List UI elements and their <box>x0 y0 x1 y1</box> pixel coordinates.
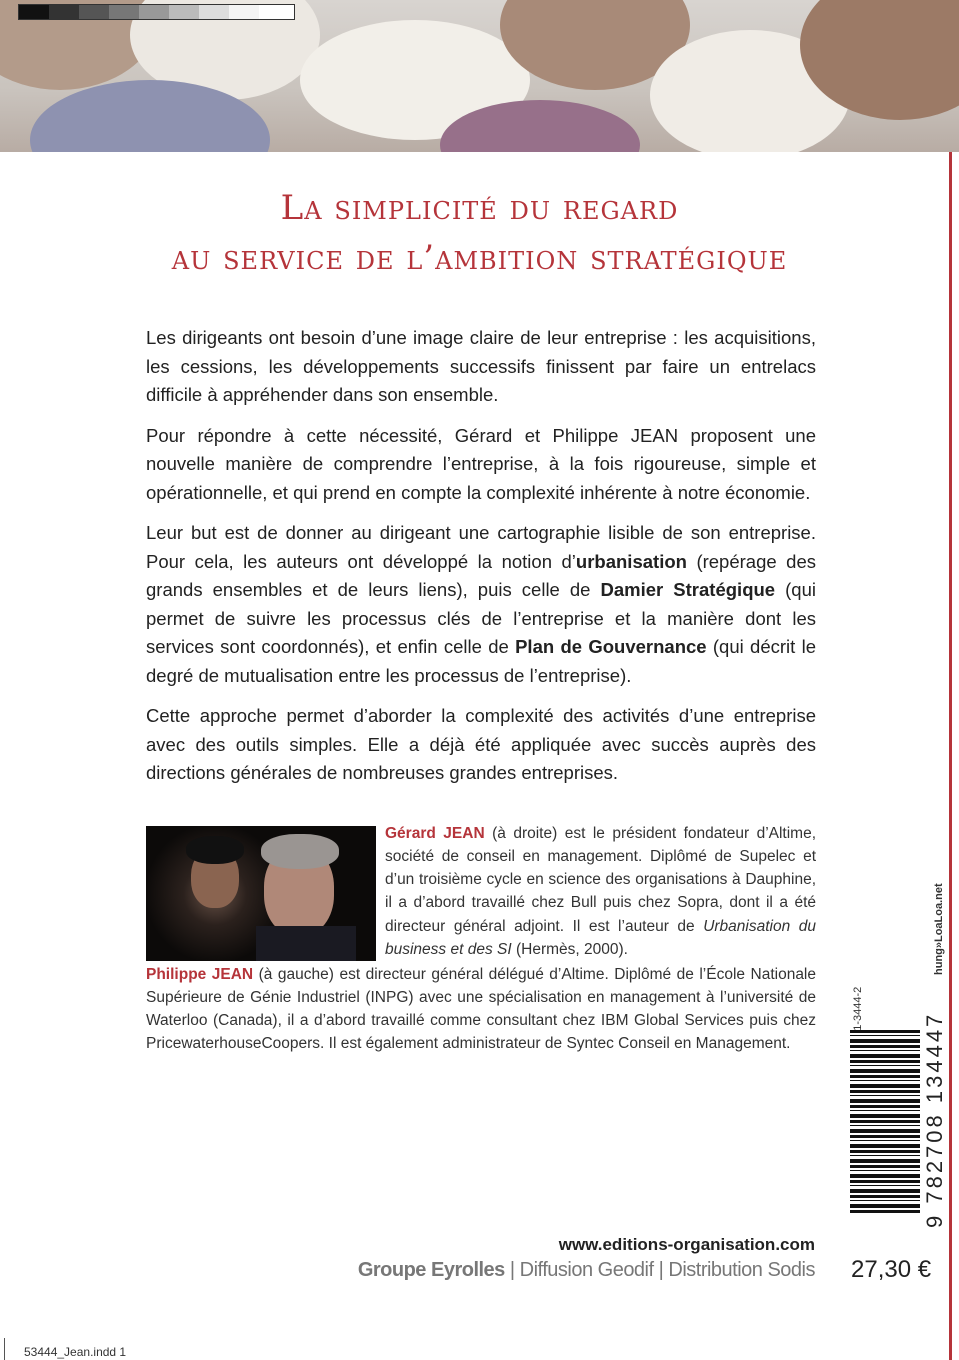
title-line-2: au service de l’ambition stratégique <box>171 238 788 278</box>
publisher-url: www.editions-organisation.com <box>558 1235 815 1254</box>
text: (à droite) est le président fondateur d’Altime, société de conseil en management. Diplômé de Supelec et d’un troisième cycle en science des organisations à Dauphine, il a d’abord travaillé chez Bull puis chez Sopra, dont il a été directeur général adjoint. Il est l’auteur de <box>385 824 816 935</box>
distribution-line <box>358 1259 815 1282</box>
bio-gerard <box>385 822 816 962</box>
crop-mark <box>4 1338 5 1360</box>
author-name: Philippe JEAN <box>146 965 254 983</box>
text: (qui décrit le degré de mutualisation entre les processus de l’entreprise). <box>146 636 816 686</box>
separator: | <box>504 1259 520 1281</box>
term-gouvernance: Plan de Gouvernance <box>515 636 707 657</box>
paragraph-1: Les dirigeants ont besoin d’une image claire de leur entreprise : les acquisitions, les cessions, les développements successifs finissent par faire un entrelacs difficile à appréhender dans son ensemble. <box>146 327 816 405</box>
distribution: Distribution Sodis <box>668 1259 815 1281</box>
price: 27,30 € <box>851 1256 932 1283</box>
barcode-digits: 9 782708 134447 <box>922 1011 947 1228</box>
text: (repérage des grands ensembles et de leurs liens), puis celle de <box>146 550 817 600</box>
text: Leur but est de donner au dirigeant une cartographie lisible de son entreprise. Pour cela, les auteurs ont développé la notion d’ <box>146 522 816 572</box>
term-damier: Damier Stratégique <box>600 579 776 600</box>
publisher: Groupe Eyrolles <box>357 1259 505 1281</box>
watermark: hung»LoaLoa.net <box>933 883 945 975</box>
authors-photo <box>146 826 376 961</box>
paragraph-2: Pour répondre à cette nécessité, Gérard et Philippe JEAN proposent une nouvelle manière de comprendre l’entreprise, à la fois rigoureuse, simple et opérationnelle, et qui prend en compte la complexité inhérente à notre économie. <box>146 424 816 503</box>
author-bios <box>146 822 816 1056</box>
main-content <box>146 324 816 1056</box>
text: (Hermès, 2000). <box>511 940 628 958</box>
text: (à gauche) est directeur général délégué d’Altime. Diplômé de l’École Nationale Supérieure de Génie Industriel (INPG) avec une spécialisation en management à l’université de Waterloo (Canada), il a d’abord travaillé comme consultant chez IBM Global Services puis chez PricewaterhouseCoopers. Il est également administrateur de Syntec Conseil en Management. <box>146 965 817 1053</box>
file-slug: 53444_Jean.indd 1 <box>24 1345 127 1359</box>
red-border-line <box>949 152 952 1360</box>
paragraph-4: Cette approche permet d’aborder la complexité des activités d’une entreprise avec des outils simples. Elle a déjà été appliquée avec succès auprès des directions générales de nombreuses grandes entreprises. <box>146 705 816 783</box>
paragraph-3 <box>146 519 816 690</box>
author-name: Gérard JEAN <box>385 824 485 842</box>
cover-photo <box>0 0 959 152</box>
term-urbanisation: urbanisation <box>575 550 687 572</box>
blurb <box>146 324 816 788</box>
title-line-1: La simplicité du regard <box>280 188 679 228</box>
bio-philippe <box>146 963 816 1056</box>
color-calibration-bar <box>18 4 295 20</box>
barcode <box>850 1030 920 1215</box>
separator: | <box>653 1259 669 1281</box>
diffusion: Diffusion Geodif <box>519 1259 654 1281</box>
book-title: Urbanisation du business et des SI <box>385 917 816 958</box>
text: (qui permet de suivre les processus clés de l’entreprise et la manière dont les services sont coordonnés), et enfin celle de <box>146 579 816 657</box>
